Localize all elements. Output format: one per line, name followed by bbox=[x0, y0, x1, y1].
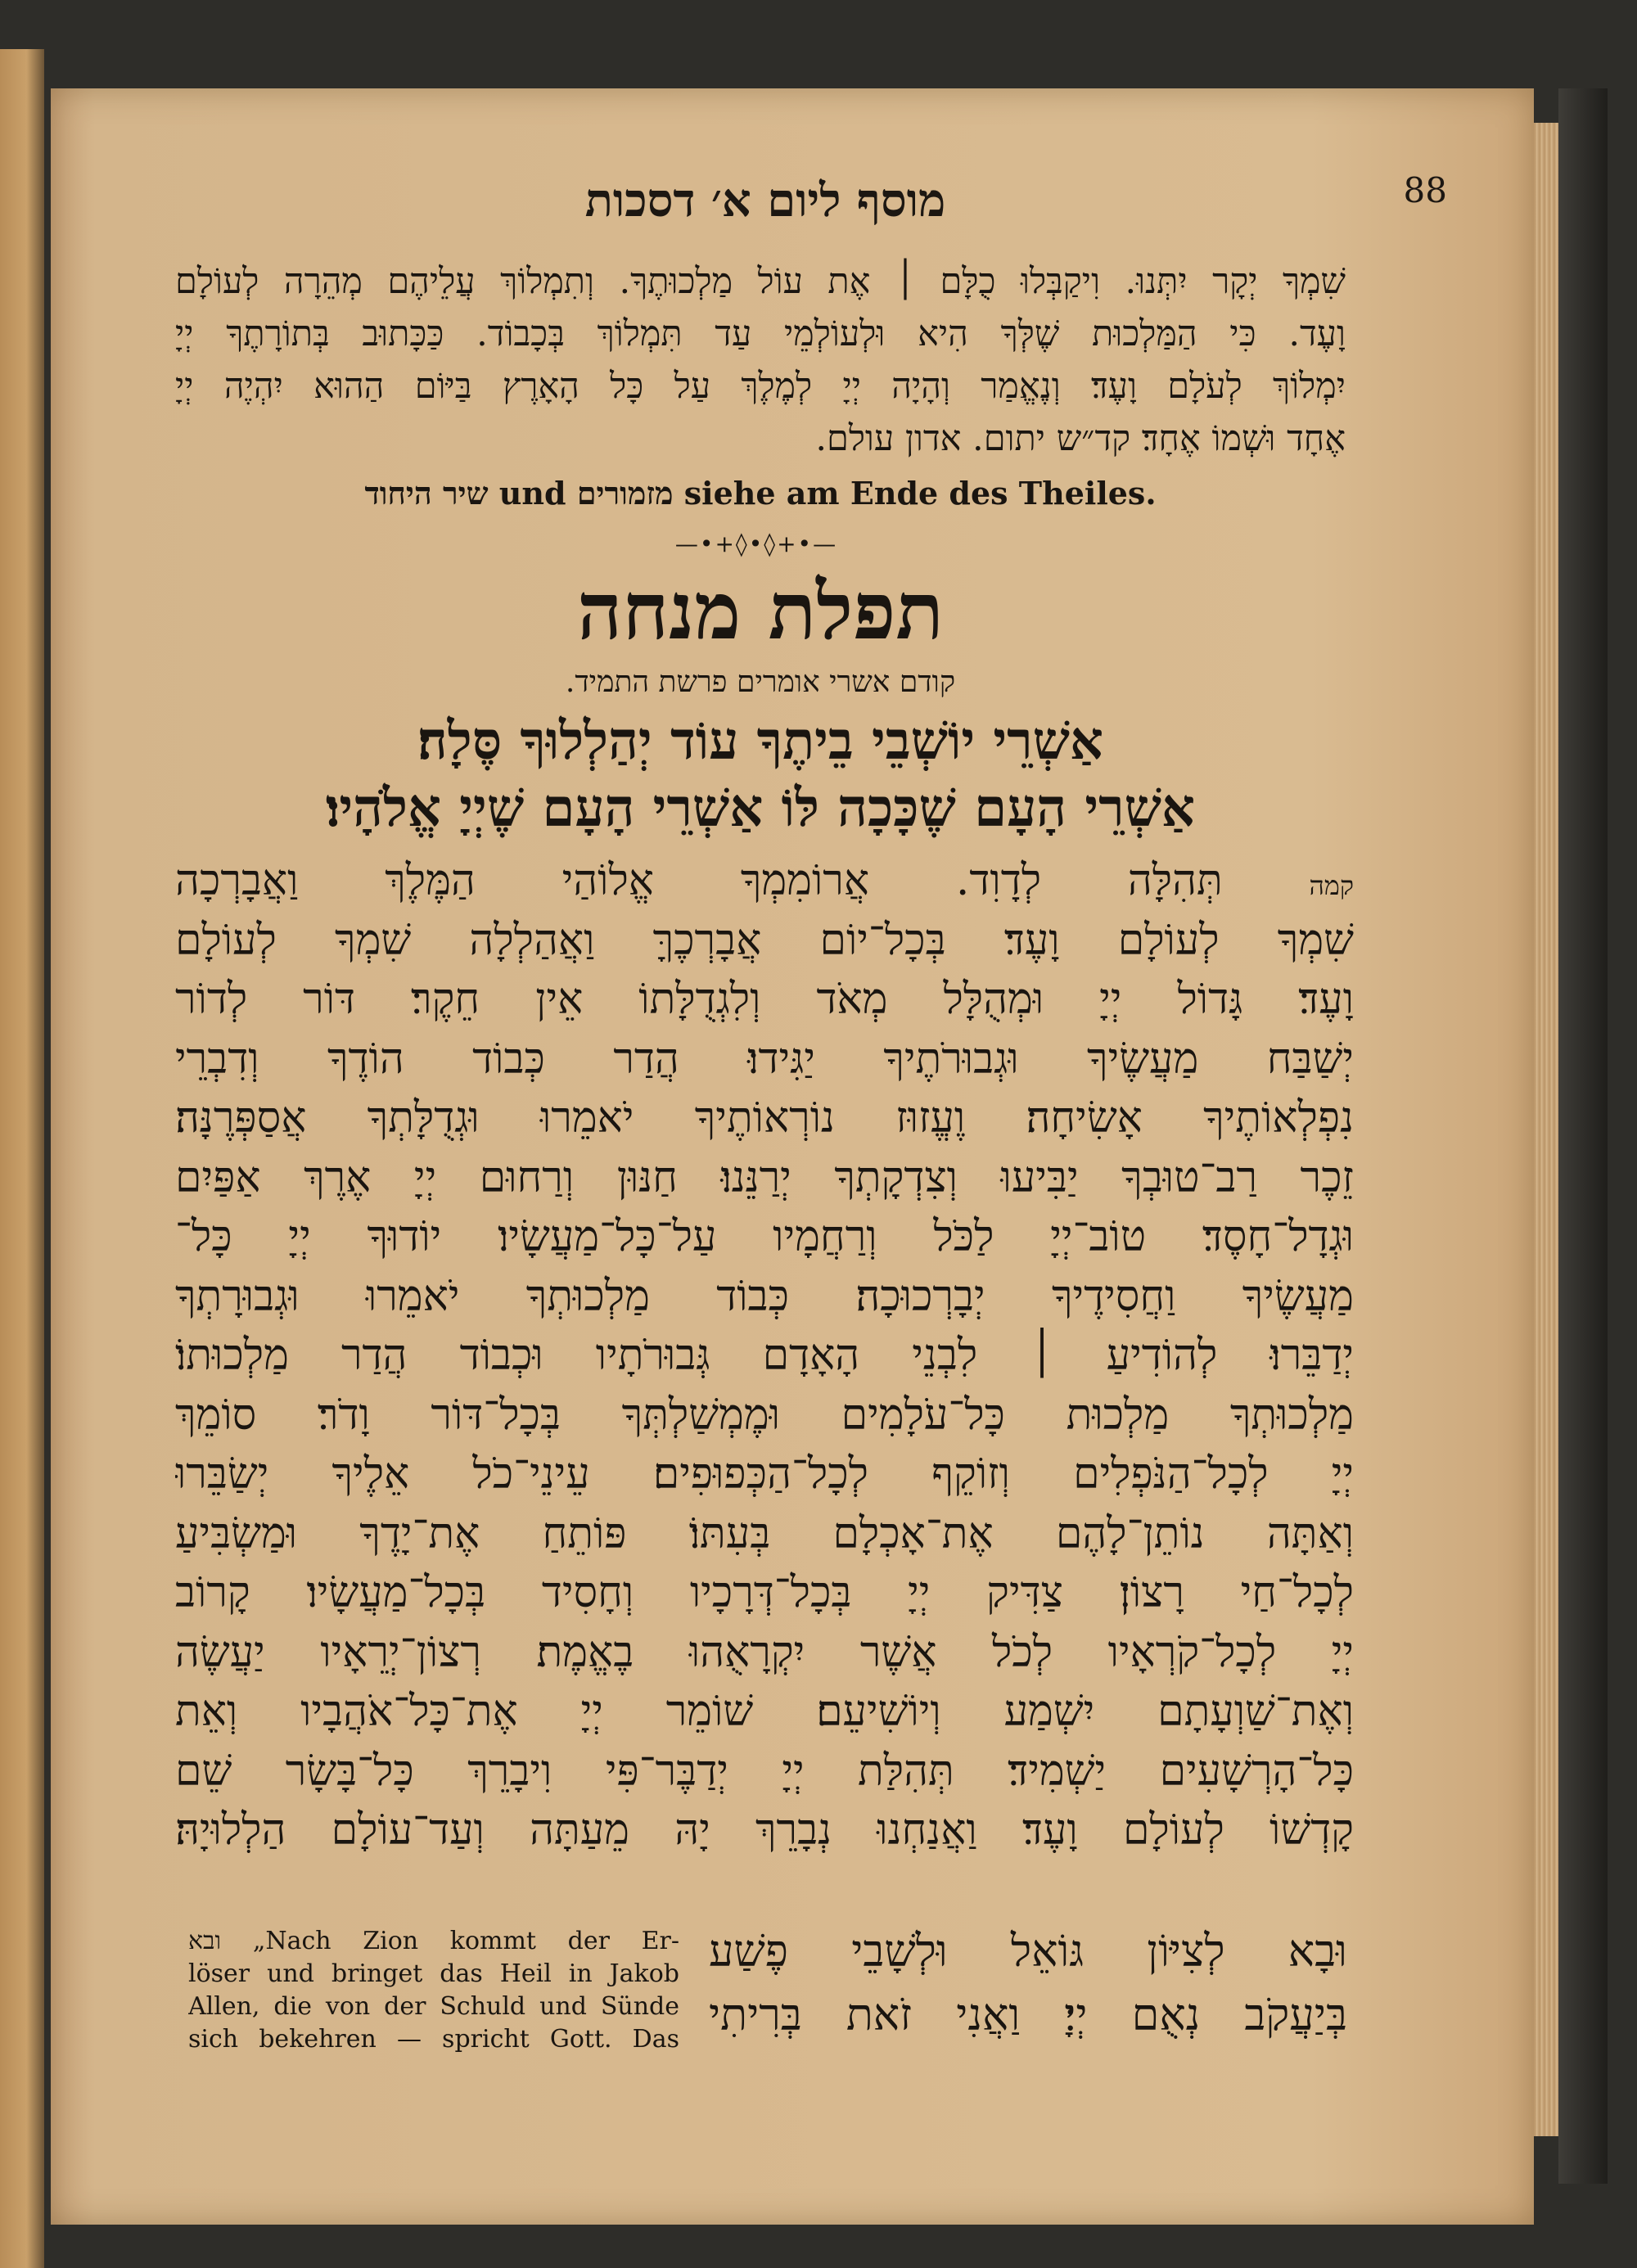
german-line: Allen, die von der Schuld und Sünde bbox=[188, 1992, 679, 2021]
left-page-edge bbox=[0, 49, 44, 2268]
section-subtitle: קודם אשרי אומרים פרשת התמיד. bbox=[565, 665, 956, 699]
musaf-conclusion-block bbox=[175, 255, 1346, 465]
psalm-marker: קמה bbox=[1309, 870, 1354, 901]
text-line: בְּיַעֲקֹב נְאֻם יְיָ׃ וַאֲנִי זֹאת בְּרִיתִי bbox=[709, 1989, 1347, 2040]
text-line: שִׁמְךָ יְקָר יִתְּנוּ. וִיקַבְּלוּ כֻלָּם ׀ אֶת עוֹל מַלְכוּתֶךָ. וְתִמְלוֹךְ עֲלֵיהֶם מְהֵרָה לְעוֹלָם bbox=[175, 261, 1346, 302]
psalm-line: יְיָ לְכָל־קֹרְאָיו לְכֹל אֲשֶׁר יִקְרָאֻהוּ בֶאֱמֶת׃ רְצוֹן־יְרֵאָיו יַעֲשֶׂה bbox=[175, 1627, 1354, 1677]
german-line-text: „Nach Zion kommt der Er- bbox=[252, 1927, 679, 1955]
german-line: sich bekehren — spricht Gott. Das bbox=[188, 2025, 679, 2054]
psalm-line: יְיָ לְכָל־הַנֹּפְלִים וְזוֹקֵף לְכָל־הַכְּפוּפִים׃ עֵינֵי־כֹל אֵלֶיךָ יְשַׂבֵּרוּ bbox=[175, 1450, 1354, 1499]
psalm-line: וְאֶת־שַׁוְעָתָם יִשְׁמַע וְיוֹשִׁיעֵם׃ שׁוֹמֵר יְיָ אֶת־כָּל־אֹהֲבָיו וְאֵת bbox=[175, 1687, 1354, 1736]
instruction-note: שיר היחוד und מזמורים siehe am Ende des Theiles. bbox=[364, 475, 1157, 512]
psalm-line: יְשַׁבַּח מַעֲשֶׂיךָ וּגְבוּרֹתֶיךָ יַגִּידוּ׃ הֲדַר כְּבוֹד הוֹדֶךָ וְדִבְרֵי bbox=[175, 1034, 1354, 1084]
ashrei-verse-2: אַשְׁרֵי הָעָם שֶׁכָּכָה לּוֹ אַשְׁרֵי הָעָם שֶׁיְיָ אֱלֹהָיו׃ bbox=[325, 778, 1196, 839]
psalm-line: מַלְכוּתְךָ מַלְכוּת כָּל־עֹלָמִים וּמֶמְשַׁלְתְּךָ בְּכָל־דּוֹר וָדֹר׃ סוֹמֵךְ bbox=[175, 1390, 1354, 1440]
psalm-line: נִפְלְאוֹתֶיךָ אָשִׂיחָה׃ וֶעֱזוּז נוֹרְאוֹתֶיךָ יֹאמֵרוּ וּגְדֻלָּתְךָ אֲסַפְּרֶנָּה׃ bbox=[175, 1093, 1354, 1143]
book-cover-edge bbox=[1558, 88, 1608, 2184]
psalm-line: כָּל־הָרְשָׁעִים יַשְׁמִיד׃ תְּהִלַּת יְיָ יְדַבֶּר־פִּי וִיבָרֵךְ כָּל־בָּשָׂר שֵׁם bbox=[175, 1746, 1354, 1796]
uva-letzion-block bbox=[709, 1919, 1347, 2047]
text-line: אֶחָד וּשְׁמוֹ אֶחָד׃ קד״ש יתום. אדון עולם. bbox=[815, 418, 1346, 459]
psalm-line: וְאַתָּה נוֹתֵן־לָהֶם אֶת־אָכְלָם בְּעִתּוֹ׃ פּוֹתֵחַ אֶת־יָדֶךָ וּמַשְׂבִּיעַ bbox=[175, 1508, 1354, 1558]
page-number: 88 bbox=[1403, 170, 1447, 210]
text-line: יִמְלוֹךְ לְעֹלָם וָעֶד׃ וְנֶאֱמַר וְהָיָה יְיָ לְמֶלֶךְ עַל כָּל הָאָרֶץ בַּיּוֹם הַהוּא יִהְיֶה יְיָ bbox=[175, 366, 1346, 407]
ashrei-verse-1: אַשְׁרֵי יוֹשְׁבֵי בֵיתֶךָ עוֹד יְהַלְלוּךָ סֶּלָה׃ bbox=[417, 710, 1104, 772]
page-header bbox=[123, 170, 1447, 247]
psalm-line: וּגְדָל־חָסֶד׃ טוֹב־יְיָ לַכֹּל וְרַחֲמָיו עַל־כָּל־מַעֲשָׂיו׃ יוֹדוּךָ יְיָ כָּל־ bbox=[175, 1212, 1354, 1261]
psalm-line: זֵכֶר רַב־טוּבְךָ יַבִּיעוּ וְצִדְקָתְךָ יְרַנֵּנוּ׃ חַנּוּן וְרַחוּם יְיָ אֶרֶךְ אַפַּיִם bbox=[175, 1152, 1354, 1202]
psalm-line: וָעֶד׃ גָּדוֹל יְיָ וּמְהֻלָּל מְאֹד וְלִגְדֻלָּתוֹ אֵין חֵקֶר׃ דּוֹר לְדוֹר bbox=[175, 975, 1354, 1024]
psalm-line: שִׁמְךָ לְעוֹלָם וָעֶד׃ בְּכָל־יוֹם אֲבָרְכֶךָּ וַאֲהַלְלָה שִׁמְךָ לְעוֹלָם bbox=[175, 915, 1354, 965]
german-marker: ובא bbox=[188, 1927, 222, 1955]
psalm-line: יְדַבֵּרוּ׃ לְהוֹדִיעַ ׀ לִבְנֵי הָאָדָם גְּבוּרֹתָיו וּכְבוֹד הֲדַר מַלְכוּתוֹ׃ bbox=[175, 1331, 1354, 1380]
running-title: מוסף ליום א׳ דסכות bbox=[584, 174, 946, 228]
german-translation bbox=[188, 1925, 679, 2056]
german-line bbox=[188, 1925, 679, 1958]
ornament-divider: —•+◊•◊+•— bbox=[674, 530, 838, 557]
text-line: וּבָא לְצִיּוֹן גּוֹאֵל וּלְשָׁבֵי פֶשַׁע bbox=[709, 1925, 1347, 1977]
text-line: וָעֶד. כִּי הַמַּלְכוּת שֶׁלְּךָ הִיא וּלְעוֹלְמֵי עַד תִּמְלוֹךְ בְּכָבוֹד. כַּכָּתוּב בְּתוֹרָתֶךָ יְיָ bbox=[175, 313, 1346, 354]
german-line: löser und bringet das Heil in Jakob bbox=[188, 1959, 679, 1988]
psalm-line: מַעֲשֶׂיךָ וַחֲסִידֶיךָ יְבָרְכוּכָה׃ כְּבוֹד מַלְכוּתְךָ יֹאמֵרוּ וּגְבוּרָתְךָ bbox=[175, 1271, 1354, 1321]
psalm-line-text: תְּהִלָּה לְדָוִד. אֲרוֹמִמְךָ אֱלוֹהַי הַמֶּלֶךְ וַאֲבָרְכָה bbox=[175, 856, 1223, 905]
psalm-line bbox=[175, 851, 1354, 911]
psalm-line: קָדְשׁוֹ לְעוֹלָם וָעֶד׃ וַאֲנַחְנוּ נְבָרֵךְ יָהּ מֵעַתָּה וְעַד־עוֹלָם הַלְלוּיָהּ׃ bbox=[175, 1806, 1354, 1855]
psalm-145-block bbox=[175, 851, 1354, 1860]
psalm-line: לְכָל־חַי רָצוֹן׃ צַדִּיק יְיָ בְּכָל־דְּרָכָיו וְחָסִיד בְּכָל־מַעֲשָׂיו׃ קָרוֹב bbox=[175, 1568, 1354, 1617]
section-title: תפלת מנחה bbox=[577, 565, 944, 657]
